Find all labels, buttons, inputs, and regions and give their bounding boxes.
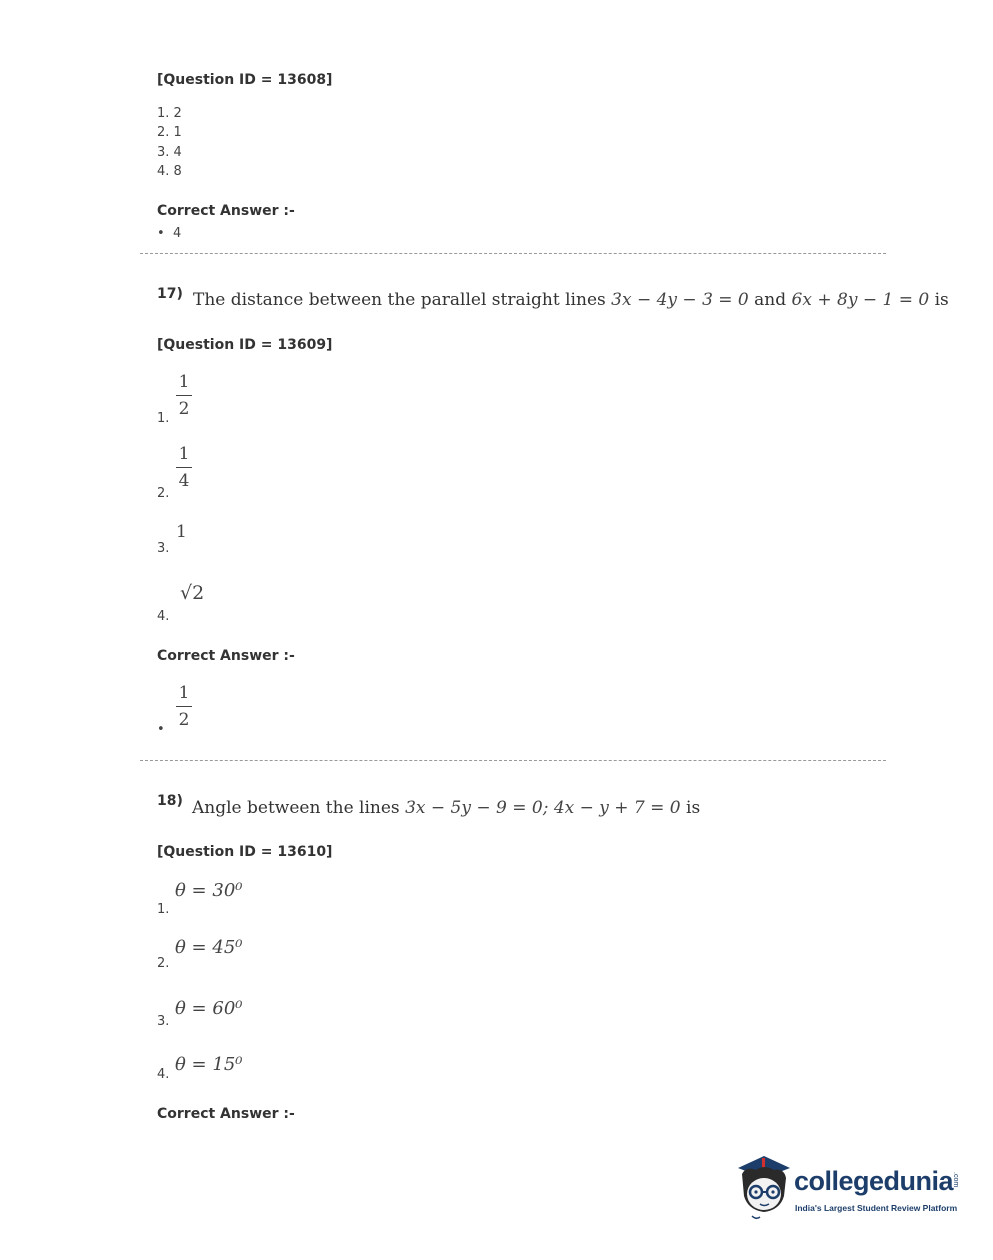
divider <box>140 760 886 761</box>
option-17-3-value: 1 <box>176 522 187 542</box>
correct-answer-bullet-17: • <box>157 722 165 737</box>
question-equation-17-a: 3x − 4y − 3 = 0 <box>611 290 749 310</box>
question-text-18-pre: Angle between the lines <box>192 798 400 818</box>
option-18-2-marker: 2. <box>157 956 170 971</box>
correct-answer-denominator-17: 2 <box>178 710 190 730</box>
option-18-4-marker: 4. <box>157 1067 170 1082</box>
correct-answer-label-18: Correct Answer :- <box>157 1106 295 1122</box>
option-16-4: 4. 8 <box>157 164 182 179</box>
option-16-2: 2. 1 <box>157 125 182 140</box>
option-17-3-marker: 3. <box>157 541 170 556</box>
question-id-18: [Question ID = 13610] <box>157 844 333 860</box>
correct-answer-label-16: Correct Answer :- <box>157 203 295 219</box>
correct-answer-label-17: Correct Answer :- <box>157 648 295 664</box>
question-text-17-pre: The distance between the parallel straight lines <box>193 290 606 310</box>
option-18-3-value: θ = 60⁰ <box>175 998 243 1019</box>
question-text-17-mid: and <box>754 290 787 310</box>
fraction-bar <box>176 395 192 396</box>
question-text-17 <box>193 290 949 310</box>
option-17-2-denominator: 4 <box>178 471 190 491</box>
option-18-4-value: θ = 15⁰ <box>175 1054 243 1075</box>
logo-domain-suffix: .com <box>952 1172 959 1188</box>
correct-answer-fraction-17 <box>176 683 192 730</box>
logo-wordmark: collegedunia <box>794 1166 954 1196</box>
option-17-1-fraction <box>176 372 192 419</box>
correct-answer-value-16: 4 <box>173 226 182 241</box>
option-17-2-numerator: 1 <box>178 444 190 464</box>
collegedunia-logo <box>734 1152 964 1224</box>
option-18-3-marker: 3. <box>157 1014 170 1029</box>
fraction-bar <box>176 706 192 707</box>
option-16-3: 3. 4 <box>157 145 182 160</box>
option-16-1: 1. 2 <box>157 106 182 121</box>
option-17-2-fraction <box>176 444 192 491</box>
option-17-1-marker: 1. <box>157 411 170 426</box>
logo-tagline: India's Largest Student Review Platform <box>795 1203 958 1213</box>
option-17-1-numerator: 1 <box>178 372 190 392</box>
correct-answer-numerator-17: 1 <box>178 683 190 703</box>
option-18-2-value: θ = 45⁰ <box>175 937 243 958</box>
option-17-2-marker: 2. <box>157 486 170 501</box>
question-id-17: [Question ID = 13609] <box>157 337 333 353</box>
question-text-18-post: is <box>686 798 701 818</box>
option-18-1-value: θ = 30⁰ <box>175 880 243 901</box>
fraction-bar <box>176 467 192 468</box>
question-number-17: 17) <box>157 286 183 302</box>
divider <box>140 253 886 254</box>
option-17-4-marker: 4. <box>157 609 170 624</box>
correct-answer-bullet-16: • <box>157 226 165 241</box>
mascot-icon <box>734 1152 792 1222</box>
question-equation-17-b: 6x + 8y − 1 = 0 <box>791 290 930 310</box>
question-id-16: [Question ID = 13608] <box>157 72 333 88</box>
option-18-1-marker: 1. <box>157 902 170 917</box>
question-equation-18: 3x − 5y − 9 = 0; 4x − y + 7 = 0 <box>405 798 681 818</box>
question-text-17-post: is <box>934 290 949 310</box>
question-text-18 <box>192 798 700 818</box>
option-17-4-value: √2 <box>180 582 205 604</box>
question-number-18: 18) <box>157 793 183 809</box>
option-17-1-denominator: 2 <box>178 399 190 419</box>
